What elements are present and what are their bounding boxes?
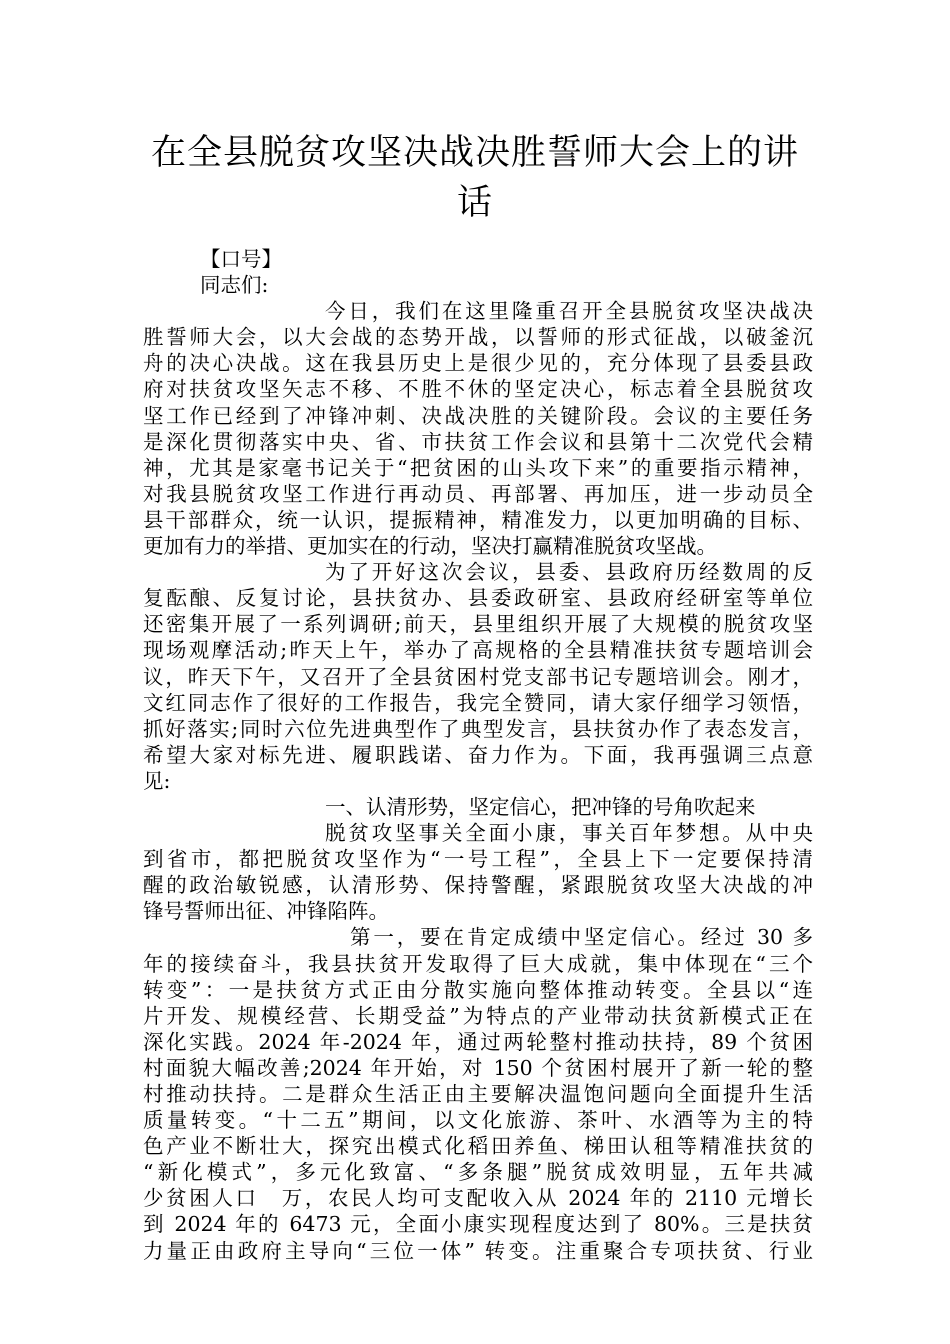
paragraph-line: 质量转变。“十二五”期间，以文化旅游、茶叶、水酒等为主的特	[143, 1108, 813, 1133]
paragraph-line: 村面貌大幅改善;2024 年开始，对 150 个贫困村展开了新一轮的整	[143, 1055, 813, 1080]
paragraph-line: 转变”：一是扶贫方式正由分散实施向整体推动转变。全县以“连	[143, 977, 813, 1002]
paragraph-line: 还密集开展了一系列调研;前天，县里组织开展了大规模的脱贫攻坚	[143, 612, 813, 637]
paragraph-line: 府对扶贫攻坚矢志不移、不胜不休的坚定决心，标志着全县脱贫攻	[143, 377, 813, 402]
paragraph-line: 色产业不断壮大，探究出模式化稻田养鱼、梯田认租等精准扶贫的	[143, 1134, 813, 1159]
paragraph-line: 舟的决心决战。这在我县历史上是很少见的，充分体现了县委县政	[143, 351, 813, 376]
document-body	[143, 246, 813, 1264]
paragraph-line: 胜誓师大会，以大会战的态势开战，以誓师的形式征战，以破釜沉	[143, 325, 813, 350]
paragraph-line: 现场观摩活动;昨天上午，举办了高规格的全县精准扶贫专题培训会	[143, 638, 813, 663]
paragraph-line: 村推动扶持。二是群众生活正由主要解决温饱问题向全面提升生活	[143, 1082, 813, 1106]
paragraph-line: 文红同志作了很好的工作报告，我完全赞同，请大家仔细学习领悟，	[143, 690, 813, 715]
title-line-2: 话	[456, 183, 493, 223]
paragraph-line: 片开发、规模经营、长期受益”为特点的产业带动扶贫新模式正在	[143, 1003, 813, 1028]
title-line-1: 在全县脱贫攻坚决战决胜誓师大会上的讲	[150, 133, 799, 173]
section-heading: 一、认清形势，坚定信心，把冲锋的号角吹起来	[325, 794, 756, 819]
paragraph-line: 锋号誓师出征、冲锋陷阵。	[143, 899, 389, 924]
paragraph-line: 希望大家对标先进、履职践诺、奋力作为。下面，我再强调三点意	[143, 742, 813, 767]
paragraph-line: 更加有力的举措、更加实在的行动，坚决打赢精准脱贫攻坚战。	[143, 534, 717, 559]
paragraph-line: 县干部群众，统一认识，提振精神，精准发力，以更加明确的目标、	[143, 507, 813, 532]
document-title	[140, 128, 810, 228]
paragraph-line: 力量正由政府主导向“三位一体” 转变。注重聚合专项扶贫、行业	[143, 1238, 813, 1263]
paragraph-line: 少贫困人口 万，农民人均可支配收入从 2024 年的 2110 元增长	[143, 1186, 813, 1211]
paragraph-line: 为了开好这次会议，县委、县政府历经数周的反	[325, 560, 813, 585]
paragraph-line: 抓好落实;同时六位先进典型作了典型发言，县扶贫办作了表态发言，	[143, 716, 813, 741]
paragraph-line: 坚工作已经到了冲锋冲刺、决战决胜的关键阶段。会议的主要任务	[143, 403, 813, 428]
paragraph-line: 对我县脱贫攻坚工作进行再动员、再部署、再加压，进一步动员全	[143, 481, 813, 506]
paragraph-line: 深化实践。2024 年-2024 年，通过两轮整村推动扶持，89 个贫困	[143, 1029, 813, 1054]
paragraph-line: 议，昨天下午，又召开了全县贫困村党支部书记专题培训会。刚才，	[143, 664, 813, 689]
salutation: 同志们:	[200, 273, 269, 298]
paragraph-line: 是深化贯彻落实中央、省、市扶贫工作会议和县第十二次党代会精	[143, 429, 813, 454]
paragraph-line: 醒的政治敏锐感，认清形势、保持警醒，紧跟脱贫攻坚大决战的冲	[143, 873, 813, 898]
paragraph-line: “新化模式”，多元化致富、“多条腿”脱贫成效明显，五年共减	[143, 1160, 813, 1185]
paragraph-line: 脱贫攻坚事关全面小康，事关百年梦想。从中央	[325, 821, 813, 846]
paragraph-line: 到省市，都把脱贫攻坚作为“一号工程”，全县上下一定要保持清	[143, 847, 813, 872]
paragraph-line: 复酝酿、反复讨论，县扶贫办、县委政研室、县政府经研室等单位	[143, 586, 813, 611]
paragraph-line: 第一，要在肯定成绩中坚定信心。经过 30 多	[350, 925, 813, 950]
paragraph-line: 今日，我们在这里隆重召开全县脱贫攻坚决战决	[325, 299, 813, 324]
paragraph-line: 见:	[143, 768, 171, 793]
paragraph-line: 年的接续奋斗，我县扶贫开发取得了巨大成就，集中体现在“三个	[143, 951, 813, 976]
slogan-heading: 【口号】	[200, 247, 282, 271]
paragraph-line: 神，尤其是家毫书记关于“把贫困的山头攻下来”的重要指示精神，	[143, 455, 813, 480]
paragraph-line: 到 2024 年的 6473 元，全面小康实现程度达到了 80%。三是扶贫	[143, 1212, 813, 1237]
